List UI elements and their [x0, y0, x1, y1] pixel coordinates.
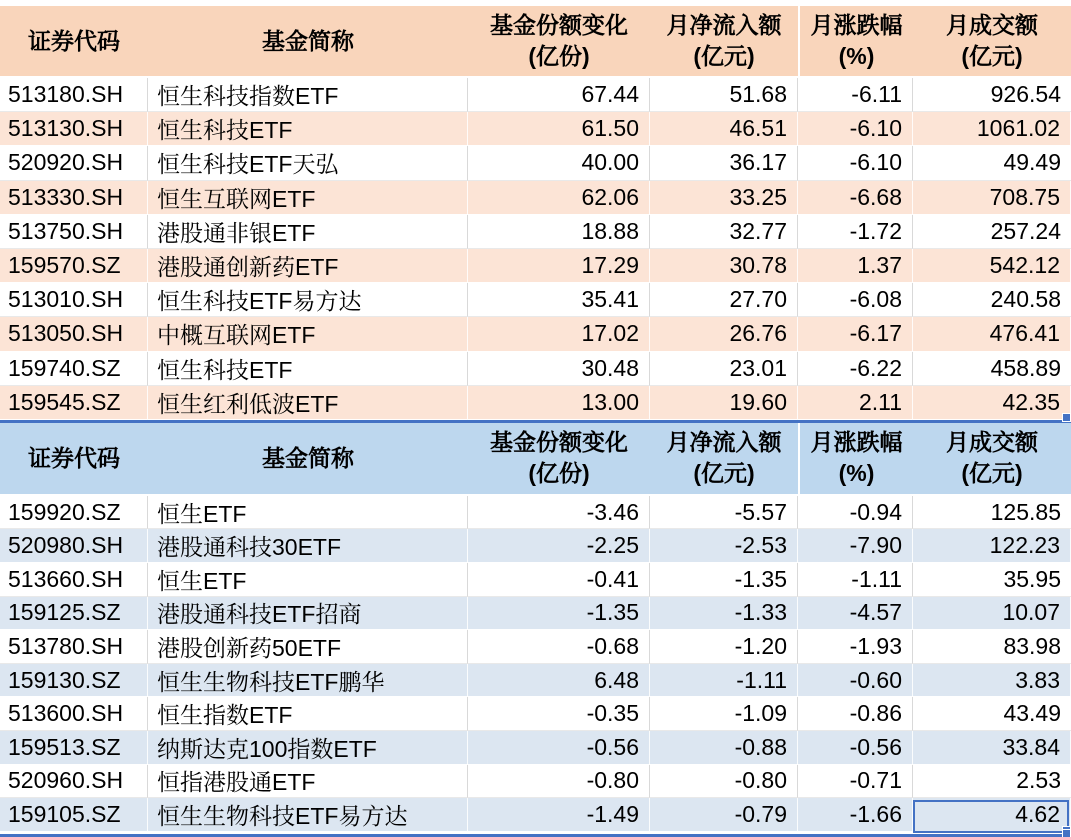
share-change-cell[interactable]: 17.02	[468, 317, 650, 351]
pct-change-cell[interactable]: -0.94	[798, 496, 913, 530]
pct-change-cell[interactable]: 1.37	[798, 249, 913, 283]
share-change-cell[interactable]: -0.35	[468, 697, 650, 731]
column-header-net-inflow[interactable]: 月净流入额 (亿元)	[666, 12, 782, 69]
code-cell[interactable]: 513180.SH	[0, 78, 148, 112]
code-cell[interactable]: 159740.SZ	[0, 352, 148, 386]
table-row[interactable]	[0, 181, 1071, 215]
table-row[interactable]	[0, 215, 1071, 249]
share-change-cell[interactable]: 13.00	[468, 386, 650, 420]
inflow-etf-table	[0, 6, 1071, 420]
column-header-code[interactable]: 证券代码	[28, 444, 120, 471]
share-change-cell[interactable]: 62.06	[468, 181, 650, 215]
net-inflow-cell[interactable]: -1.20	[650, 630, 798, 664]
net-inflow-cell[interactable]: -5.57	[650, 496, 798, 530]
pct-change-cell[interactable]: -0.56	[798, 731, 913, 765]
pct-change-cell[interactable]: -4.57	[798, 597, 913, 631]
turnover-cell[interactable]: 4.62	[913, 798, 1071, 832]
share-change-cell[interactable]: 18.88	[468, 215, 650, 249]
inflow-table-body	[0, 78, 1071, 420]
table-row[interactable]	[0, 731, 1071, 765]
turnover-cell[interactable]: 926.54	[913, 78, 1071, 112]
code-cell[interactable]: 513330.SH	[0, 181, 148, 215]
column-header-name[interactable]: 基金简称	[262, 444, 354, 471]
share-change-cell[interactable]: 17.29	[468, 249, 650, 283]
table-row[interactable]	[0, 664, 1071, 698]
share-change-cell[interactable]: -1.35	[468, 597, 650, 631]
table-row[interactable]	[0, 496, 1071, 530]
pct-change-cell[interactable]: -6.10	[798, 112, 913, 146]
code-cell[interactable]: 513600.SH	[0, 697, 148, 731]
net-inflow-cell[interactable]: 19.60	[650, 386, 798, 420]
pct-change-cell[interactable]: -6.68	[798, 181, 913, 215]
turnover-cell[interactable]: 125.85	[913, 496, 1071, 530]
outflow-table-header-row	[0, 423, 1071, 496]
fill-handle-icon[interactable]	[1062, 829, 1071, 837]
share-change-cell[interactable]: -1.49	[468, 798, 650, 832]
share-change-cell[interactable]: 30.48	[468, 352, 650, 386]
column-header-pct-change[interactable]: 月涨跌幅 (%)	[798, 423, 913, 494]
turnover-cell[interactable]: 49.49	[913, 146, 1071, 180]
net-inflow-cell[interactable]: -1.35	[650, 563, 798, 597]
table-row[interactable]	[0, 563, 1071, 597]
column-header-share-change[interactable]: 基金份额变化 (亿份)	[490, 12, 628, 69]
code-cell[interactable]: 520920.SH	[0, 146, 148, 180]
pct-change-cell[interactable]: -6.08	[798, 283, 913, 317]
pct-change-cell[interactable]: -1.11	[798, 563, 913, 597]
code-cell[interactable]: 513130.SH	[0, 112, 148, 146]
pct-change-cell[interactable]: -0.71	[798, 765, 913, 799]
share-change-cell[interactable]: 40.00	[468, 146, 650, 180]
turnover-cell[interactable]: 240.58	[913, 283, 1071, 317]
name-cell[interactable]: 恒生红利低波ETF	[148, 386, 468, 420]
name-cell[interactable]: 恒指港股通ETF	[148, 765, 468, 799]
net-inflow-cell[interactable]: 36.17	[650, 146, 798, 180]
code-cell[interactable]: 513750.SH	[0, 215, 148, 249]
column-header-pct-change[interactable]: 月涨跌幅 (%)	[798, 6, 913, 76]
share-change-cell[interactable]: -0.80	[468, 765, 650, 799]
column-header-share-change[interactable]: 基金份额变化 (亿份)	[490, 429, 628, 487]
column-header-turnover[interactable]: 月成交额 (亿元)	[946, 429, 1038, 487]
name-cell[interactable]: 恒生生物科技ETF鹏华	[148, 664, 468, 698]
inflow-table-header-row	[0, 6, 1071, 78]
share-change-cell[interactable]: 67.44	[468, 78, 650, 112]
name-cell[interactable]: 恒生生物科技ETF易方达	[148, 798, 468, 832]
turnover-cell[interactable]: 122.23	[913, 529, 1071, 563]
pct-change-cell[interactable]: 2.11	[798, 386, 913, 420]
net-inflow-cell[interactable]: -0.88	[650, 731, 798, 765]
turnover-cell[interactable]: 708.75	[913, 181, 1071, 215]
column-header-net-inflow[interactable]: 月净流入额 (亿元)	[666, 429, 782, 487]
code-cell[interactable]: 513780.SH	[0, 630, 148, 664]
code-cell[interactable]: 513660.SH	[0, 563, 148, 597]
pct-change-cell[interactable]: -1.72	[798, 215, 913, 249]
pct-change-cell[interactable]: -6.22	[798, 352, 913, 386]
net-inflow-cell[interactable]: 27.70	[650, 283, 798, 317]
table-row[interactable]	[0, 630, 1071, 664]
table-row[interactable]	[0, 798, 1071, 832]
name-cell[interactable]: 港股通非银ETF	[148, 215, 468, 249]
table-row[interactable]	[0, 283, 1071, 317]
turnover-cell[interactable]: 542.12	[913, 249, 1071, 283]
code-cell[interactable]: 159130.SZ	[0, 664, 148, 698]
turnover-cell[interactable]: 33.84	[913, 731, 1071, 765]
column-header-name[interactable]: 基金简称	[262, 27, 354, 54]
pct-change-cell[interactable]: -1.93	[798, 630, 913, 664]
name-cell[interactable]: 恒生ETF	[148, 563, 468, 597]
pct-change-cell[interactable]: -0.60	[798, 664, 913, 698]
column-header-turnover[interactable]: 月成交额 (亿元)	[946, 12, 1038, 69]
share-change-cell[interactable]: -0.56	[468, 731, 650, 765]
turnover-cell[interactable]: 458.89	[913, 352, 1071, 386]
code-cell[interactable]: 159125.SZ	[0, 597, 148, 631]
code-cell[interactable]: 159105.SZ	[0, 798, 148, 832]
outflow-table-body	[0, 496, 1071, 832]
name-cell[interactable]: 恒生科技ETF易方达	[148, 283, 468, 317]
turnover-cell[interactable]: 3.83	[913, 664, 1071, 698]
name-cell[interactable]: 港股通科技ETF招商	[148, 597, 468, 631]
pct-change-cell[interactable]: -1.66	[798, 798, 913, 832]
net-inflow-cell[interactable]: 26.76	[650, 317, 798, 351]
turnover-cell[interactable]: 476.41	[913, 317, 1071, 351]
table-row[interactable]	[0, 112, 1071, 146]
pct-change-cell[interactable]: -6.10	[798, 146, 913, 180]
pct-change-cell[interactable]: -6.11	[798, 78, 913, 112]
name-cell[interactable]: 恒生科技指数ETF	[148, 78, 468, 112]
share-change-cell[interactable]: -0.68	[468, 630, 650, 664]
code-cell[interactable]: 520960.SH	[0, 765, 148, 799]
turnover-cell[interactable]: 10.07	[913, 597, 1071, 631]
net-inflow-cell[interactable]: 23.01	[650, 352, 798, 386]
name-cell[interactable]: 恒生科技ETF天弘	[148, 146, 468, 180]
name-cell[interactable]: 港股创新药50ETF	[148, 630, 468, 664]
net-inflow-cell[interactable]: 46.51	[650, 112, 798, 146]
pct-change-cell[interactable]: -0.86	[798, 697, 913, 731]
pct-change-cell[interactable]: -7.90	[798, 529, 913, 563]
share-change-cell[interactable]: -3.46	[468, 496, 650, 530]
table-row[interactable]	[0, 765, 1071, 799]
table-row[interactable]	[0, 697, 1071, 731]
net-inflow-cell[interactable]: 51.68	[650, 78, 798, 112]
turnover-cell[interactable]: 42.35	[913, 386, 1071, 420]
code-cell[interactable]: 159545.SZ	[0, 386, 148, 420]
name-cell[interactable]: 港股通科技30ETF	[148, 529, 468, 563]
table-row[interactable]	[0, 597, 1071, 631]
name-cell[interactable]: 恒生科技ETF	[148, 112, 468, 146]
turnover-cell[interactable]: 1061.02	[913, 112, 1071, 146]
share-change-cell[interactable]: -0.41	[468, 563, 650, 597]
share-change-cell[interactable]: -2.25	[468, 529, 650, 563]
net-inflow-cell[interactable]: -1.09	[650, 697, 798, 731]
share-change-cell[interactable]: 6.48	[468, 664, 650, 698]
net-inflow-cell[interactable]: 30.78	[650, 249, 798, 283]
net-inflow-cell[interactable]: -1.33	[650, 597, 798, 631]
turnover-cell[interactable]: 83.98	[913, 630, 1071, 664]
table-row[interactable]	[0, 529, 1071, 563]
code-cell[interactable]: 159570.SZ	[0, 249, 148, 283]
fill-handle-icon[interactable]	[1062, 413, 1071, 422]
code-cell[interactable]: 513050.SH	[0, 317, 148, 351]
name-cell[interactable]: 港股通创新药ETF	[148, 249, 468, 283]
name-cell[interactable]: 恒生指数ETF	[148, 697, 468, 731]
net-inflow-cell[interactable]: 33.25	[650, 181, 798, 215]
turnover-cell[interactable]: 257.24	[913, 215, 1071, 249]
table-row[interactable]	[0, 352, 1071, 386]
net-inflow-cell[interactable]: 32.77	[650, 215, 798, 249]
code-cell[interactable]: 513010.SH	[0, 283, 148, 317]
net-inflow-cell[interactable]: -2.53	[650, 529, 798, 563]
share-change-cell[interactable]: 61.50	[468, 112, 650, 146]
table-row[interactable]	[0, 249, 1071, 283]
code-cell[interactable]: 159513.SZ	[0, 731, 148, 765]
name-cell[interactable]: 恒生科技ETF	[148, 352, 468, 386]
net-inflow-cell[interactable]: -0.80	[650, 765, 798, 799]
name-cell[interactable]: 纳斯达克100指数ETF	[148, 731, 468, 765]
net-inflow-cell[interactable]: -1.11	[650, 664, 798, 698]
table-row[interactable]	[0, 78, 1071, 112]
pct-change-cell[interactable]: -6.17	[798, 317, 913, 351]
turnover-cell[interactable]: 35.95	[913, 563, 1071, 597]
column-header-code[interactable]: 证券代码	[28, 27, 120, 54]
code-cell[interactable]: 520980.SH	[0, 529, 148, 563]
code-cell[interactable]: 159920.SZ	[0, 496, 148, 530]
name-cell[interactable]: 恒生ETF	[148, 496, 468, 530]
name-cell[interactable]: 中概互联网ETF	[148, 317, 468, 351]
table-row[interactable]	[0, 386, 1071, 420]
outflow-etf-table	[0, 423, 1071, 832]
turnover-cell[interactable]: 2.53	[913, 765, 1071, 799]
name-cell[interactable]: 恒生互联网ETF	[148, 181, 468, 215]
table-row[interactable]	[0, 317, 1071, 351]
selection-divider-line	[0, 420, 1071, 423]
share-change-cell[interactable]: 35.41	[468, 283, 650, 317]
table-row[interactable]	[0, 146, 1071, 180]
net-inflow-cell[interactable]: -0.79	[650, 798, 798, 832]
turnover-cell[interactable]: 43.49	[913, 697, 1071, 731]
